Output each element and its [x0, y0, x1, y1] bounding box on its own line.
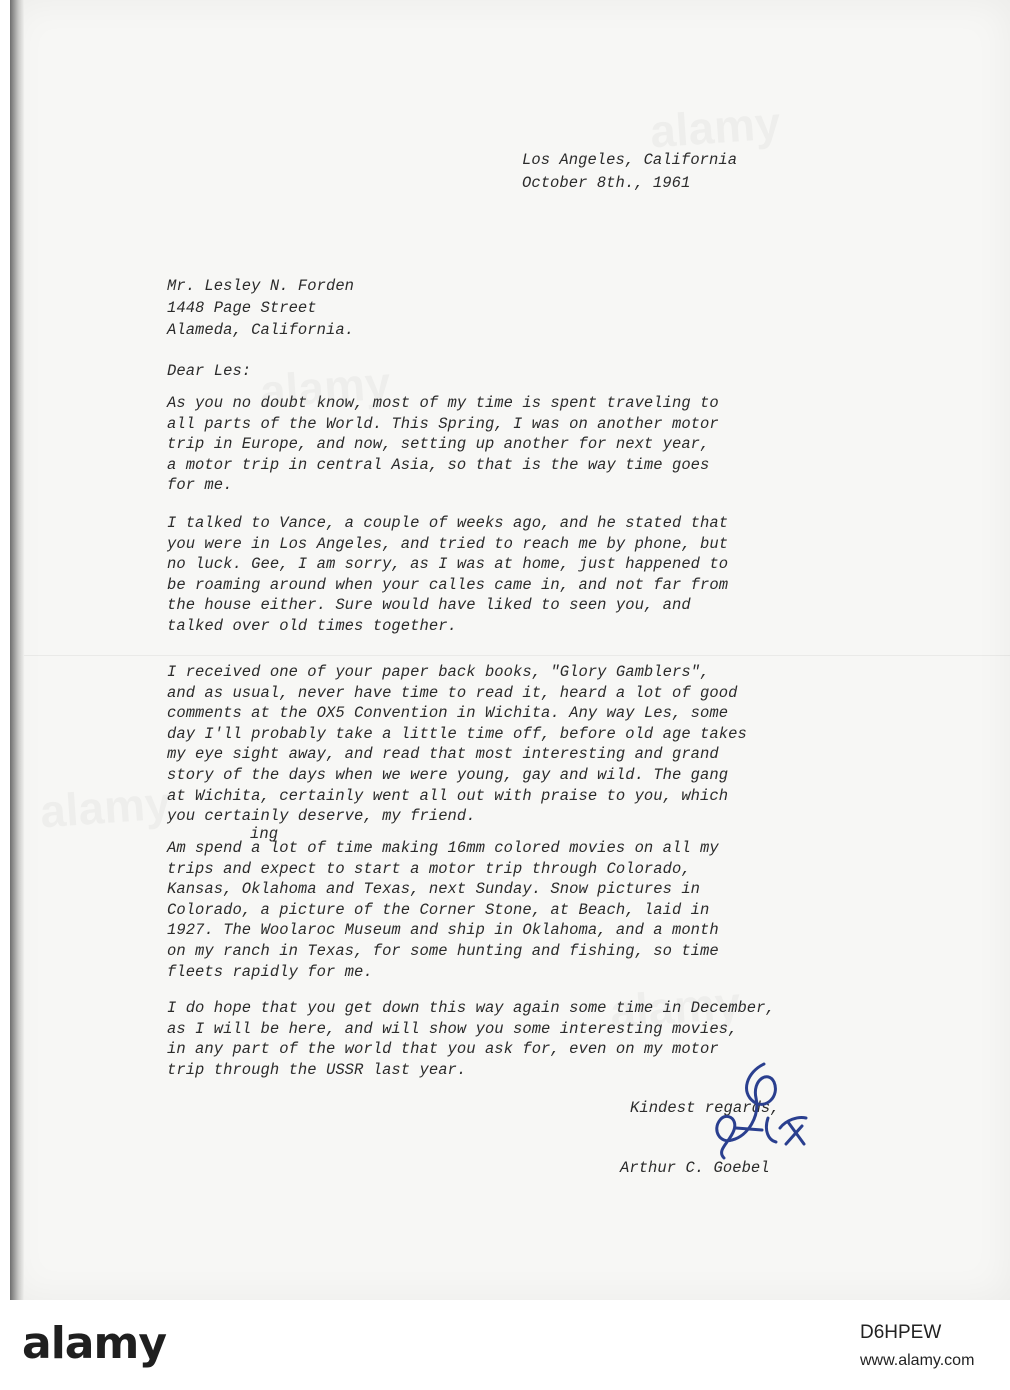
- page-left-edge: [10, 0, 24, 1300]
- paragraph-movies: Am spend a lot of time making 16mm colored movies on all my trips and expect to start a motor trip through Colorado, Kansas, Oklahoma and Texas, next Sunday. Snow pictures in Colorado, a picture of the Corner Stone, at Beach, laid in 1927. The Woolaroc Museum and ship in Oklahoma, and a month on my ranch in Texas, for some hunting and fishing, so time fleets rapidly for me.: [167, 839, 719, 981]
- letter-page: [10, 0, 1010, 1300]
- paper-fold-line: [24, 655, 1010, 656]
- image-id: D6HPEW: [860, 1322, 942, 1343]
- closing: Kindest regards,: [630, 1099, 780, 1117]
- letter-date: October 8th., 1961: [522, 174, 691, 192]
- paragraph-glory-gamblers: I received one of your paper back books, "Glory Gamblers", and as usual, never have time to read it, heard a lot of good comments at the OX5 Convention in Wichita. Any way Les, some day I'll probably take a little time off, before old age takes my eye sight away, and read that most interesting and grand story of the days when we were young, gay and wild. The gang at Wichita, certainly went all out with praise to you, which you certainly deserve, my friend.: [167, 663, 747, 826]
- site-url: www.alamy.com: [860, 1352, 975, 1369]
- recipient-street: 1448 Page Street: [167, 299, 317, 317]
- paragraph-travel: As you no doubt know, most of my time is spent traveling to all parts of the World. This Spring, I was on another motor trip in Europe, and now, setting up another for next year, a motor trip in central Asia, so that is the way time goes for me.: [167, 394, 719, 495]
- signer-name: Arthur C. Goebel: [620, 1159, 770, 1177]
- watermark: [38, 776, 172, 839]
- recipient-city: Alameda, California.: [167, 321, 355, 339]
- recipient-name: Mr. Lesley N. Forden: [167, 277, 355, 295]
- letter-place: Los Angeles, California: [522, 151, 738, 169]
- handwritten-signature: [702, 1058, 822, 1166]
- salutation: Dear Les:: [167, 362, 252, 380]
- typed-insertion: ing: [250, 825, 279, 843]
- paragraph-december: I do hope that you get down this way again some time in December, as I will be here, and will show you some interesting movies, in any part of the world that you ask for, even on my motor trip through the USSR last year.: [167, 999, 775, 1079]
- paragraph-vance: I talked to Vance, a couple of weeks ago, and he stated that you were in Los Angeles, and tried to reach me by phone, but no luck. Gee, I am sorry, as I was at home, just happened to be roaming around when your calles came in, and not far from the house either. Sure would have liked to seen you, and talked over old times together.: [167, 514, 729, 635]
- alamy-logo: alamy: [22, 1318, 166, 1369]
